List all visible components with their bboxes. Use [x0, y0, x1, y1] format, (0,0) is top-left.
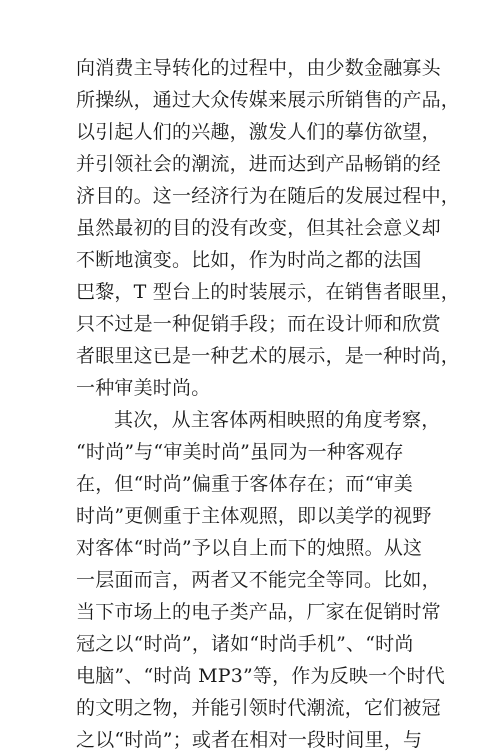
text-line: 巴黎，T 型台上的时装展示，在销售者眼里，	[76, 281, 460, 303]
text-line: 冠之以“时尚”，诸如“时尚手机”、“时尚	[76, 633, 414, 655]
text-line: 虽然最初的目的没有改变，但其社会意义却	[76, 217, 441, 239]
text-line: 的文明之物，并能引领时代潮流，它们被冠	[76, 697, 441, 719]
text-line: 一种审美时尚。	[76, 377, 211, 399]
text-line: 济目的。这一经济行为在随后的发展过程中，	[76, 185, 461, 207]
text-line: “时尚”与“审美时尚”虽同为一种客观存	[76, 441, 404, 463]
text-line: 对客体“时尚”予以自上而下的烛照。从这	[76, 537, 423, 559]
text-line: 时尚”更侧重于主体观照，即以美学的视野	[76, 505, 432, 527]
text-line: 电脑”、“时尚 MP3”等，作为反映一个时代	[76, 665, 445, 687]
text-line: 只不过是一种促销手段；而在设计师和欣赏	[76, 313, 441, 335]
body-text	[76, 52, 461, 756]
text-line: 一层面而言，两者又不能完全等同。比如，	[76, 569, 441, 591]
text-line: 之以“时尚”；或者在相对一段时间里，与	[76, 729, 423, 751]
text-line: 向消费主导转化的过程中，由少数金融寡头	[76, 57, 441, 79]
text-line: 者眼里这已是一种艺术的展示，是一种时尚，	[76, 345, 461, 367]
text-line: 所操纵，通过大众传媒来展示所销售的产品，	[76, 89, 461, 111]
paragraph-first-line: 其次，从主客体两相映照的角度考察，	[114, 409, 441, 431]
text-line: 不断地演变。比如，作为时尚之都的法国	[76, 249, 422, 271]
text-line: 在，但“时尚”偏重于客体存在；而“审美	[76, 473, 413, 495]
text-line: 以引起人们的兴趣，激发人们的摹仿欲望，	[76, 121, 441, 143]
text-line: 当下市场上的电子类产品，厂家在促销时常	[76, 601, 441, 623]
text-line: 并引领社会的潮流，进而达到产品畅销的经	[76, 153, 441, 175]
